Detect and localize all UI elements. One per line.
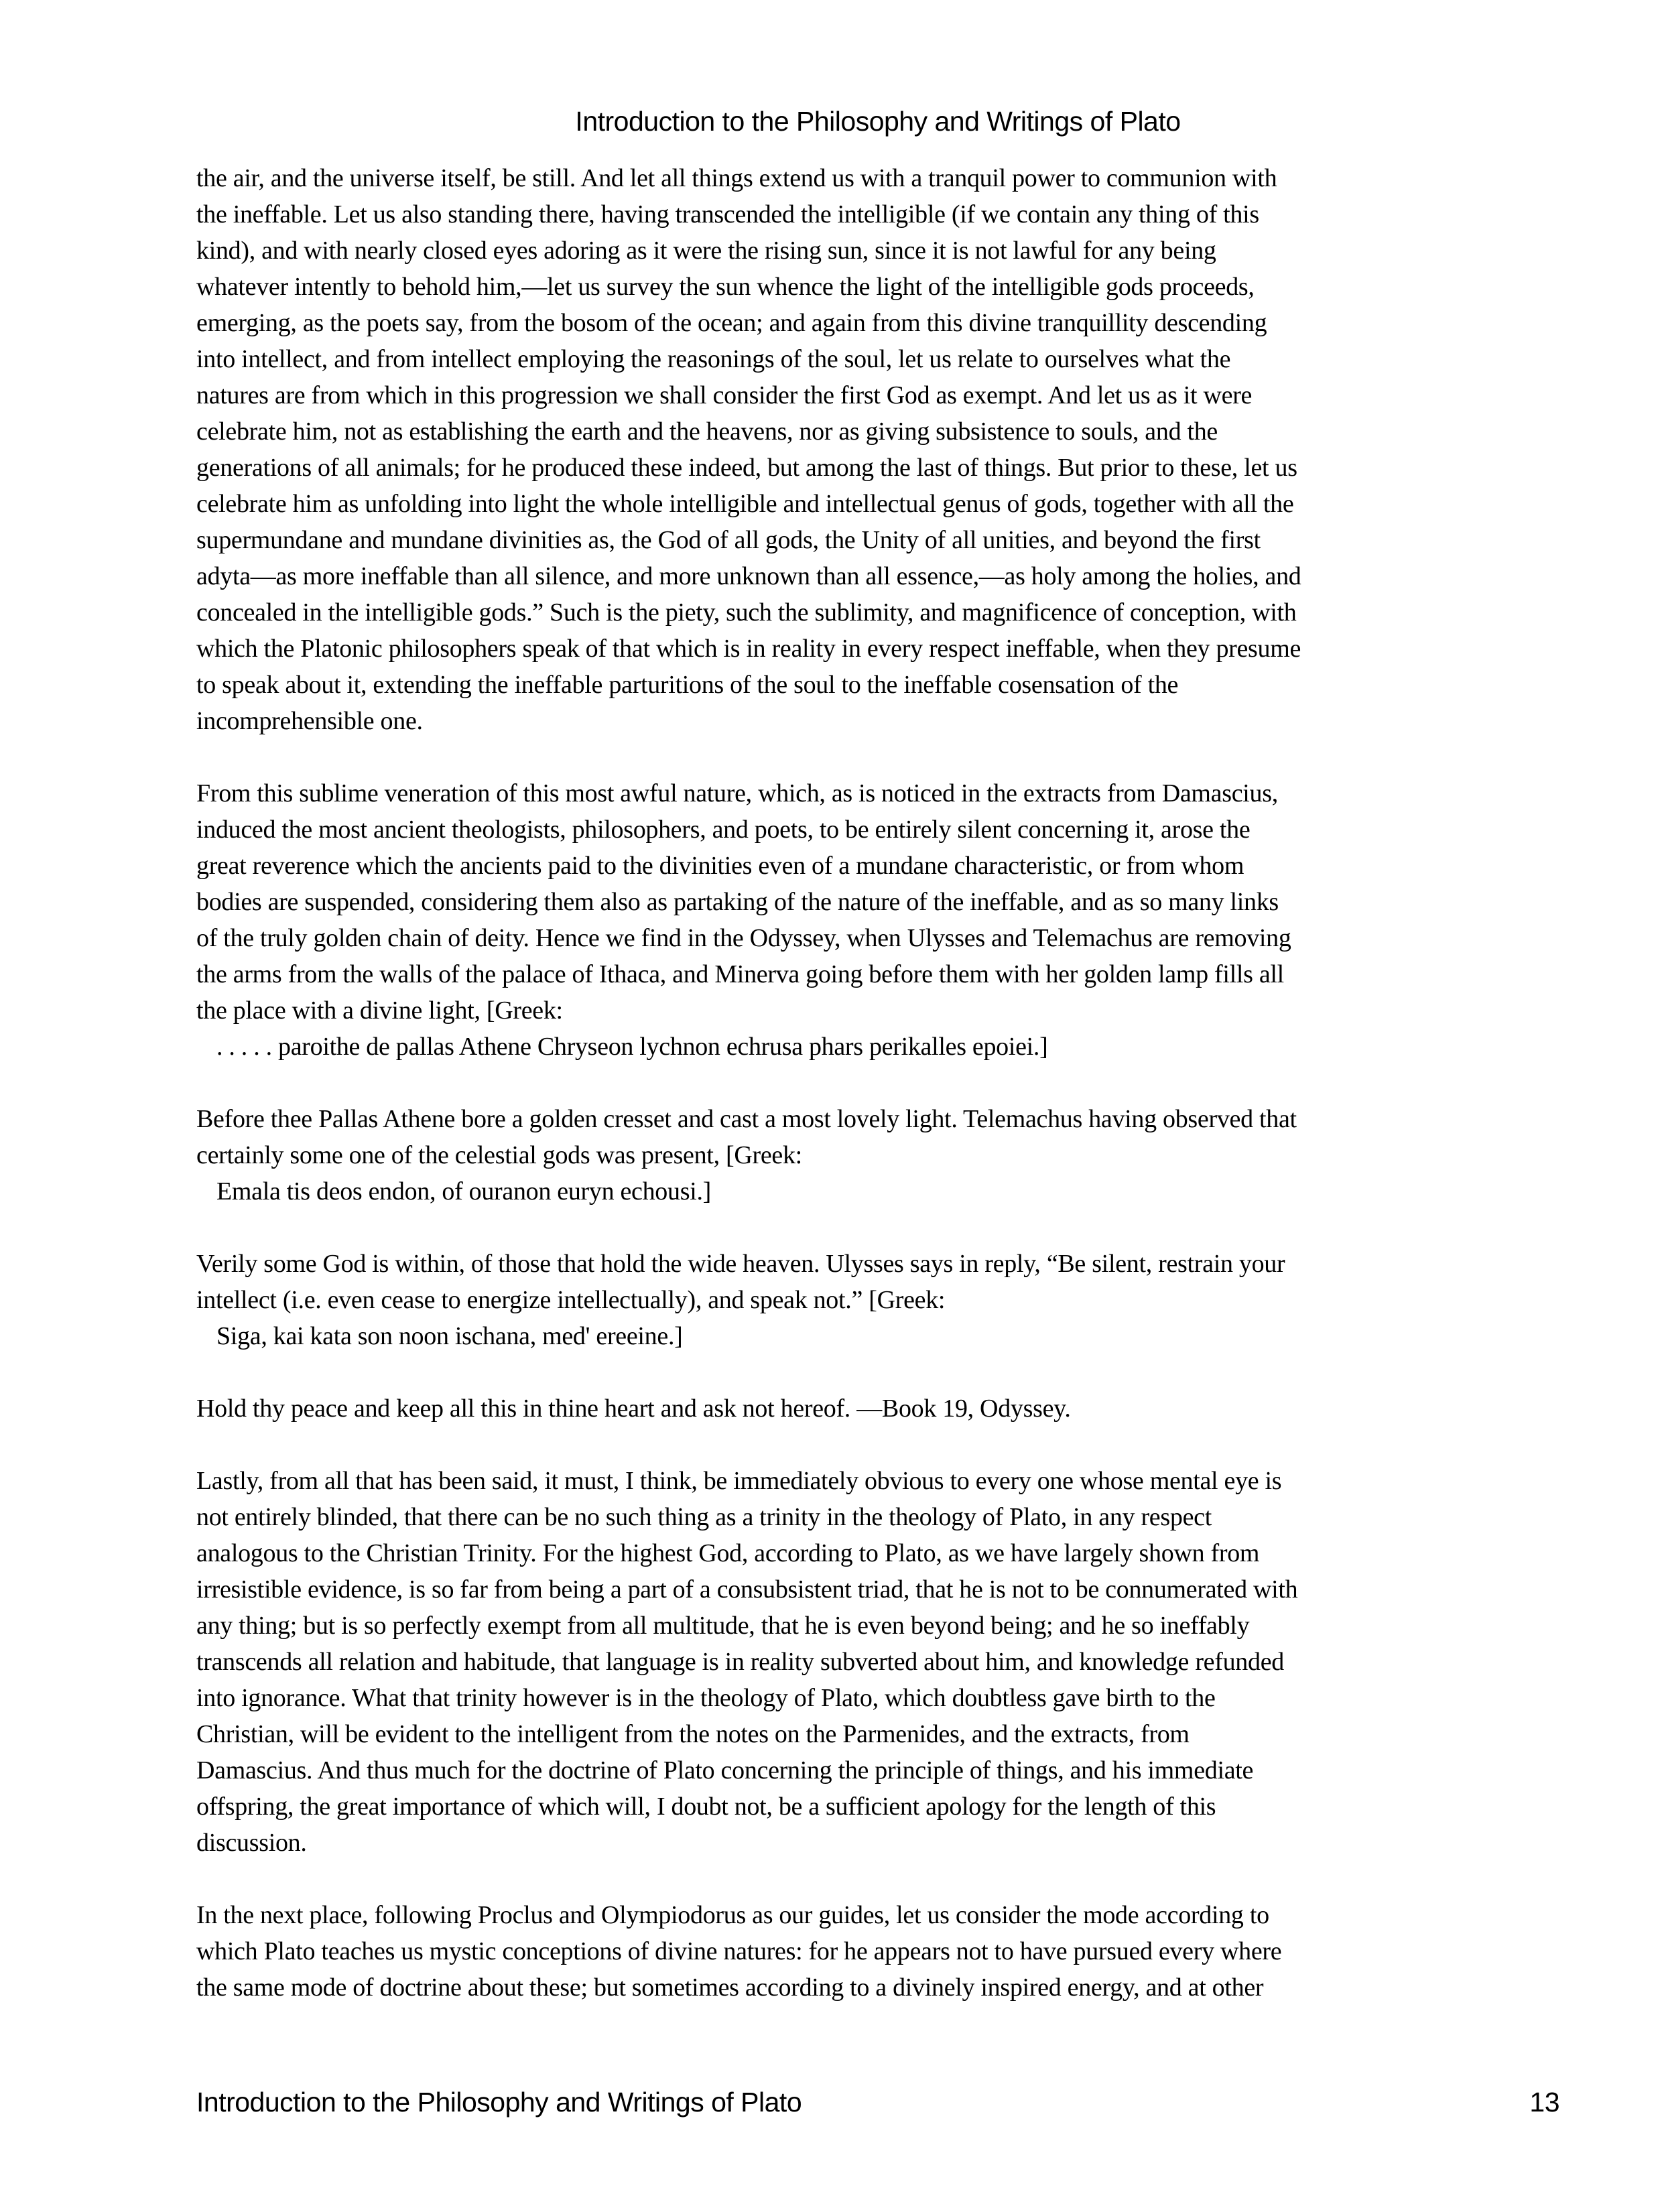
text-line: great reverence which the ancients paid to the divinities even of a mundane characteristic, or from whom: [196, 852, 1244, 880]
text-line: kind), and with nearly closed eyes adoring as it were the rising sun, since it is not lawful for any being: [196, 237, 1216, 265]
text-line: into ignorance. What that trinity however is in the theology of Plato, which doubtless gave birth to the: [196, 1684, 1216, 1712]
greek-transliteration-line: Emala tis deos endon, of ouranon euryn echousi.]: [216, 1177, 712, 1206]
text-line: bodies are suspended, considering them also as partaking of the nature of the ineffable, and as so many links: [196, 888, 1279, 916]
text-line: supermundane and mundane divinities as, the God of all gods, the Unity of all unities, and beyond the first: [196, 526, 1261, 554]
text-line: not entirely blinded, that there can be no such thing as a trinity in the theology of Plato, in any respect: [196, 1503, 1212, 1531]
page-header-title: Introduction to the Philosophy and Writings of Plato: [575, 106, 1181, 137]
paragraph: [196, 1246, 1563, 1354]
text-line: adyta—as more ineffable than all silence, and more unknown than all essence,—as holy among the holies, and: [196, 562, 1301, 590]
text-line: offspring, the great importance of which will, I doubt not, be a sufficient apology for the length of this: [196, 1793, 1216, 1821]
footer-page-number: 13: [1529, 2087, 1559, 2118]
paragraph: [196, 1897, 1563, 2006]
text-line: the air, and the universe itself, be still. And let all things extend us with a tranquil power to communion with: [196, 164, 1277, 192]
text-line: From this sublime veneration of this most awful nature, which, as is noticed in the extracts from Damascius,: [196, 779, 1278, 807]
paragraph: [196, 160, 1563, 739]
text-line: induced the most ancient theologists, philosophers, and poets, to be entirely silent concerning it, arose the: [196, 816, 1251, 844]
paragraph: [196, 775, 1563, 1065]
text-line: Christian, will be evident to the intelligent from the notes on the Parmenides, and the extracts, from: [196, 1720, 1190, 1748]
document-body: [196, 160, 1563, 2042]
text-line: generations of all animals; for he produced these indeed, but among the last of things. But prior to these, let us: [196, 454, 1297, 482]
text-line: Before thee Pallas Athene bore a golden cresset and cast a most lovely light. Telemachus having observed that: [196, 1105, 1297, 1133]
text-line: the arms from the walls of the palace of Ithaca, and Minerva going before them with her golden lamp fills all: [196, 960, 1284, 988]
text-line: natures are from which in this progression we shall consider the first God as exempt. And let us as it were: [196, 381, 1253, 409]
text-line: Damascius. And thus much for the doctrine of Plato concerning the principle of things, and his immediate: [196, 1756, 1254, 1784]
text-line: celebrate him as unfolding into light the whole intelligible and intellectual genus of gods, together with all the: [196, 490, 1294, 518]
text-line: celebrate him, not as establishing the earth and the heavens, nor as giving subsistence to souls, and the: [196, 417, 1218, 446]
text-line: incomprehensible one.: [196, 707, 423, 735]
paragraph: [196, 1390, 1563, 1427]
paragraph: [196, 1463, 1563, 1861]
text-line: to speak about it, extending the ineffable parturitions of the soul to the ineffable cosensation of the: [196, 671, 1179, 699]
text-line: transcends all relation and habitude, that language is in reality subverted about him, and knowledge refunded: [196, 1648, 1284, 1676]
text-line: irresistible evidence, is so far from being a part of a consubsistent triad, that he is not to be connumerated with: [196, 1575, 1298, 1604]
text-line: into intellect, and from intellect employing the reasonings of the soul, let us relate to ourselves what the: [196, 345, 1231, 373]
text-line: of the truly golden chain of deity. Hence we find in the Odyssey, when Ulysses and Telemachus are removing: [196, 924, 1291, 952]
text-line: intellect (i.e. even cease to energize intellectually), and speak not.” [Greek:: [196, 1286, 946, 1314]
text-line: Verily some God is within, of those that hold the wide heaven. Ulysses says in reply, “Be silent, restrain your: [196, 1250, 1285, 1278]
text-line: Lastly, from all that has been said, it must, I think, be immediately obvious to every one whose mental eye is: [196, 1467, 1282, 1495]
text-line: discussion.: [196, 1829, 307, 1857]
footer-title: Introduction to the Philosophy and Writings of Plato: [196, 2087, 802, 2118]
text-line: emerging, as the poets say, from the bosom of the ocean; and again from this divine tranquillity descending: [196, 309, 1267, 337]
text-line: In the next place, following Proclus and Olympiodorus as our guides, let us consider the mode according to: [196, 1901, 1269, 1929]
text-line: the same mode of doctrine about these; but sometimes according to a divinely inspired energy, and at other: [196, 1973, 1264, 2002]
text-line: the ineffable. Let us also standing there, having transcended the intelligible (if we contain any thing of this: [196, 200, 1259, 229]
text-line: analogous to the Christian Trinity. For the highest God, according to Plato, as we have largely shown from: [196, 1539, 1260, 1567]
paragraph: [196, 1101, 1563, 1210]
greek-transliteration-line: . . . . . paroithe de pallas Athene Chryseon lychnon echrusa phars perikalles epoiei.]: [216, 1033, 1048, 1061]
text-line: the place with a divine light, [Greek:: [196, 996, 563, 1025]
text-line: concealed in the intelligible gods.” Such is the piety, such the sublimity, and magnificence of conception, with: [196, 598, 1297, 627]
greek-transliteration-line: Siga, kai kata son noon ischana, med' ereeine.]: [216, 1322, 683, 1350]
text-line: which the Platonic philosophers speak of that which is in reality in every respect ineffable, when they presume: [196, 635, 1301, 663]
text-line: which Plato teaches us mystic conceptions of divine natures: for he appears not to have pursued every where: [196, 1937, 1282, 1965]
page-footer: [196, 2085, 1559, 2119]
text-line: whatever intently to behold him,—let us survey the sun whence the light of the intelligible gods proceeds,: [196, 273, 1255, 301]
text-line: Hold thy peace and keep all this in thine heart and ask not hereof. —Book 19, Odyssey.: [196, 1394, 1071, 1423]
text-line: certainly some one of the celestial gods was present, [Greek:: [196, 1141, 802, 1169]
text-line: any thing; but is so perfectly exempt from all multitude, that he is even beyond being; and he so ineffably: [196, 1612, 1250, 1640]
